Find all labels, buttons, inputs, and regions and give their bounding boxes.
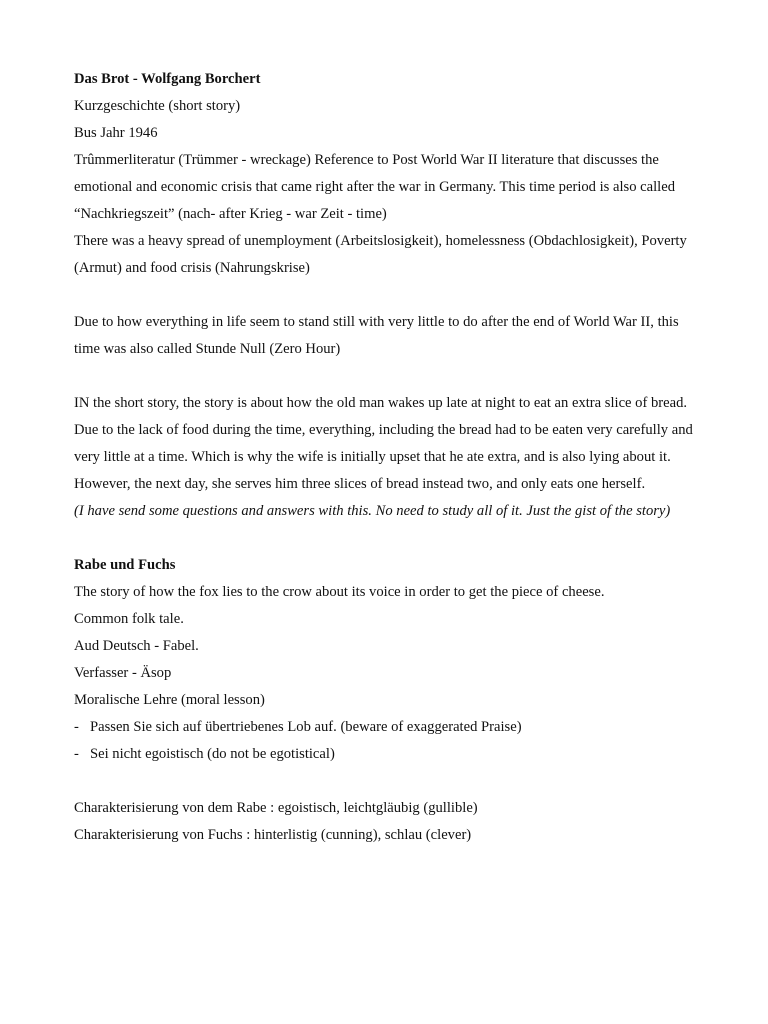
section-title-das-brot: Das Brot - Wolfgang Borchert [74, 71, 261, 87]
year-line: Bus Jahr 1946 [74, 125, 158, 141]
characterization-rabe: Charakterisierung von dem Rabe : egoistisch, leichtgläubig (gullible) [74, 800, 478, 816]
folk-tale-line: Common folk tale. [74, 611, 184, 627]
spacer [74, 768, 704, 795]
author-line: Verfasser - Äsop [74, 665, 172, 681]
bullet-item [74, 741, 704, 768]
bullet-marker: - [74, 719, 79, 735]
bullet-text: Sei nicht egoistisch (do not be egotistical) [90, 746, 335, 762]
german-genre-line: Aud Deutsch - Fabel. [74, 638, 199, 654]
section-title-rabe-und-fuchs: Rabe und Fuchs [74, 557, 176, 573]
plot-line: The story of how the fox lies to the crow about its voice in order to get the piece of cheese. [74, 584, 605, 600]
genre-line: Kurzgeschichte (short story) [74, 98, 241, 114]
spacer [74, 525, 704, 552]
characterization-fuchs: Charakterisierung von Fuchs : hinterlistig (cunning), schlau (clever) [74, 827, 472, 843]
crisis-paragraph: There was a heavy spread of unemployment (Arbeitslosigkeit), homelessness (Obdachlosigkeit), Poverty (Armut) and food crisis (Nahrungskrise) [74, 233, 687, 276]
spacer [74, 282, 704, 309]
moral-lesson-label: Moralische Lehre (moral lesson) [74, 692, 265, 708]
bullet-marker: - [74, 746, 79, 762]
summary-paragraph: IN the short story, the story is about how the old man wakes up late at night to eat an extra slice of bread. Due to the lack of food during the time, everything, including the bread had to be eaten very carefully and very little at a time. Which is why the wife is initially upset that he ate extra, and is also lying about it. However, the next day, she serves him three slices of bread instead two, and only eats one herself. [74, 395, 693, 492]
spacer [74, 363, 704, 390]
note-paragraph: (I have send some questions and answers with this. No need to study all of it. Just the gist of the story) [74, 503, 671, 519]
document-page [74, 66, 704, 849]
stunde-null-paragraph: Due to how everything in life seem to stand still with very little to do after the end of World War II, this time was also called Stunde Null (Zero Hour) [74, 314, 679, 357]
bullet-text: Passen Sie sich auf übertriebenes Lob auf. (beware of exaggerated Praise) [90, 719, 522, 735]
truemmerliteratur-paragraph: Trûmmerliteratur (Trümmer - wreckage) Reference to Post World War II literature that discusses the emotional and economic crisis that came right after the war in Germany. This time period is also called “Nachkriegszeit” (nach- after Krieg - war Zeit - time) [74, 152, 675, 222]
bullet-item [74, 714, 704, 741]
